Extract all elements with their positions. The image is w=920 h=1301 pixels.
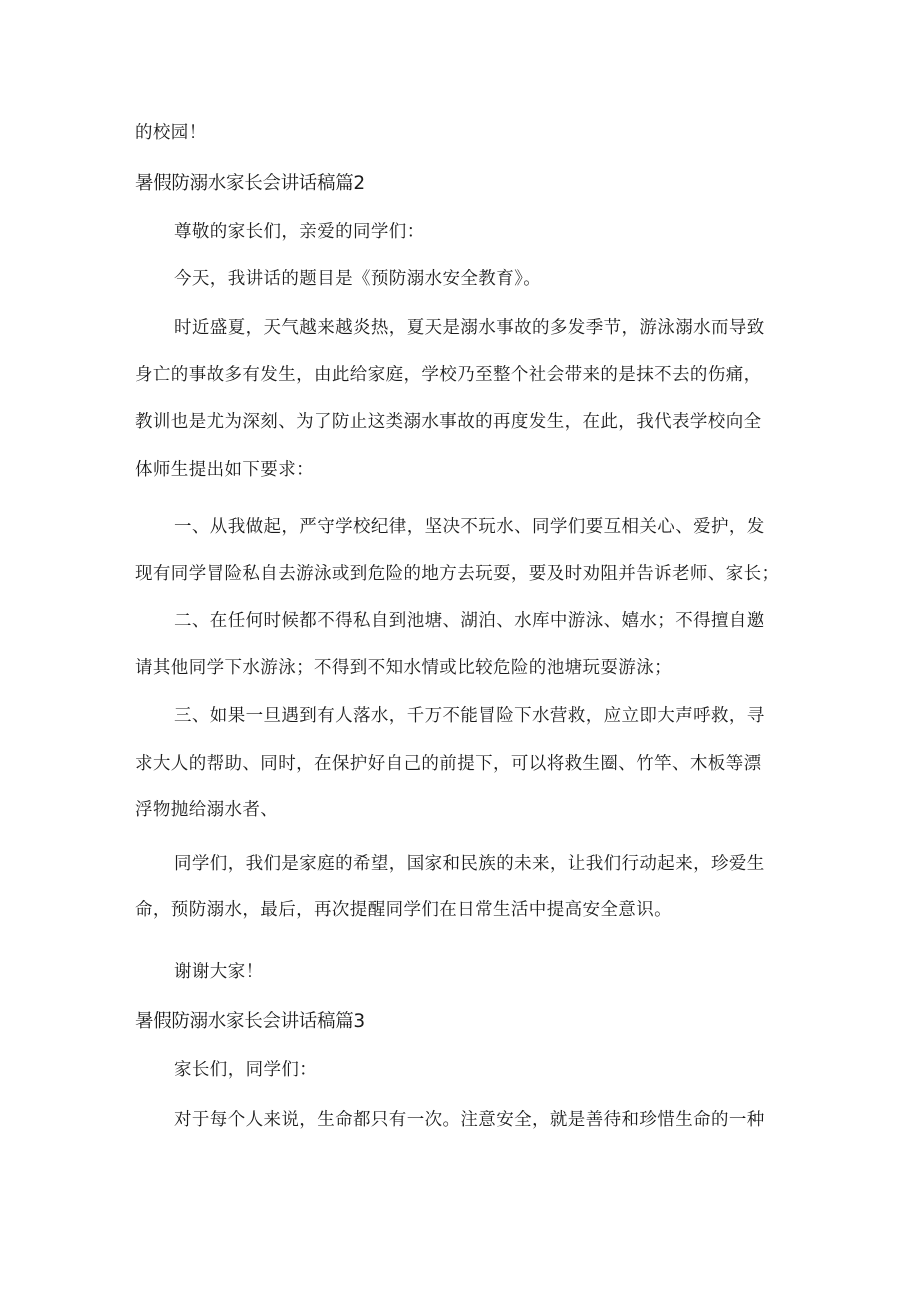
section3-greeting: 家长们，同学们： [174, 1060, 318, 1080]
section3-p1-line: 对于每个人来说，生命都只有一次。注意安全，就是善待和珍惜生命的一种 [174, 1110, 765, 1130]
section2-closing-line: 同学们，我们是家庭的希望，国家和民族的未来，让我们行动起来，珍爱生 [174, 854, 765, 874]
section2-p1-line: 时近盛夏，天气越来越炎热，夏天是溺水事故的多发季节，游泳溺水而导致 [174, 318, 765, 338]
section2-greeting: 尊敬的家长们，亲爱的同学们： [174, 222, 425, 242]
section2-req3-line: 求大人的帮助、同时，在保护好自己的前提下，可以将救生圈、竹竿、木板等漂 [135, 754, 762, 774]
section2-req3-line: 三、如果一旦遇到有人落水，千万不能冒险下水营救，应立即大声呼救，寻 [174, 706, 765, 726]
top-fragment: 的校园！ [135, 123, 207, 143]
section2-p1-line: 教训也是尤为深刻、为了防止这类溺水事故的再度发生，在此，我代表学校向全 [135, 412, 762, 432]
section2-req2-line: 二、在任何时候都不得私自到池塘、湖泊、水库中游泳、嬉水；不得擅自邀 [174, 611, 765, 631]
section3-heading: 暑假防溺水家长会讲话稿篇3 [135, 1011, 365, 1032]
section2-req1-line: 一、从我做起，严守学校纪律，坚决不玩水、同学们要互相关心、爱护，发 [174, 517, 765, 537]
section2-closing-line: 命，预防溺水，最后，再次提醒同学们在日常生活中提高安全意识。 [135, 900, 672, 920]
section2-p1-line: 身亡的事故多有发生，由此给家庭，学校乃至整个社会带来的是抹不去的伤痛， [135, 365, 762, 385]
section2-p1-line: 体师生提出如下要求： [135, 460, 314, 480]
section2-intro: 今天，我讲话的题目是《预防溺水安全教育》。 [174, 269, 542, 289]
section2-thanks: 谢谢大家！ [174, 962, 264, 982]
section2-heading: 暑假防溺水家长会讲话稿篇2 [135, 173, 365, 194]
section2-req3-line: 浮物抛给溺水者、 [135, 800, 279, 820]
section2-req2-line: 请其他同学下水游泳；不得到不知水情或比较危险的池塘玩耍游泳； [135, 658, 672, 678]
section2-req1-line: 现有同学冒险私自去游泳或到危险的地方去玩耍，要及时劝阻并告诉老师、家长； [135, 564, 780, 584]
